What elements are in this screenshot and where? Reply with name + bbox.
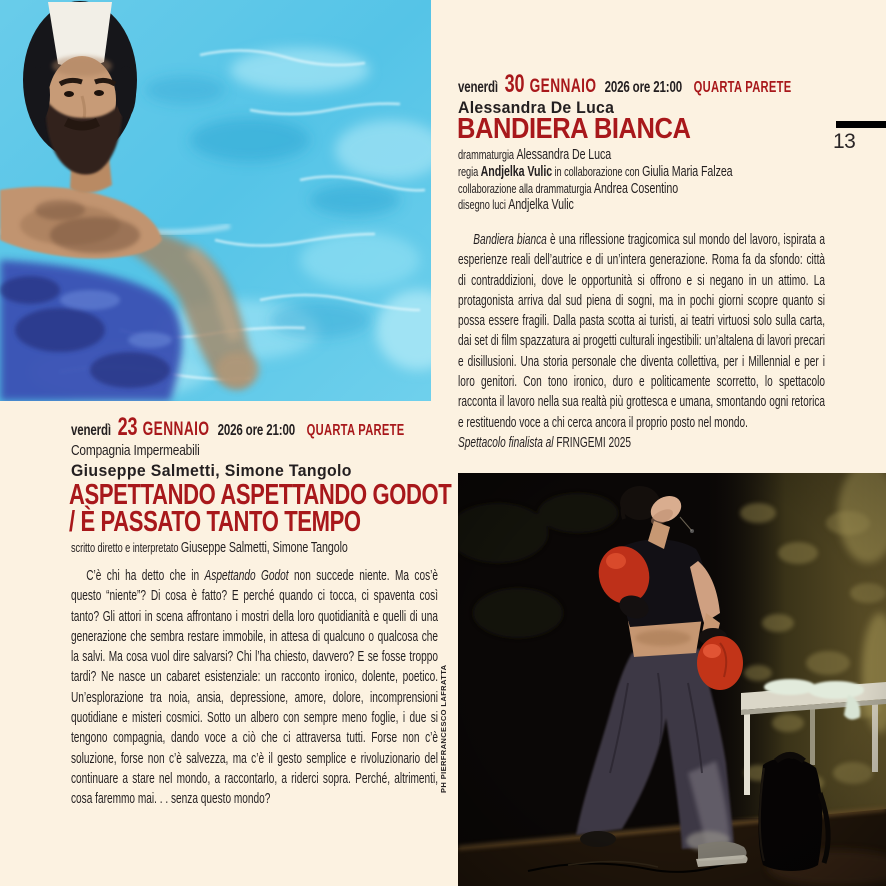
left-show-title-line2: / È PASSATO TANTO TEMPO (69, 506, 361, 538)
weekday: venerdì (458, 79, 498, 96)
performers: Giuseppe Salmetti, Simone Tangolo (71, 461, 352, 480)
description-text: è una riflessione tragicomica sul mondo del lavoro, ispirata a esperienze reali dell’autrice e di un’intera generazione. Roma fa da sfondo: città di contraddizioni, dove le opportunità si offrono e si negano in un attimo. La protagonista arriva dal sud piena di sogni, ma in pochi giorni scopre quanto si possa essere fragili. Dalla pasta scotta ai turisti, ai teatri virtuosi solo sulla carta, dai set di film spazzatura ai progetti culturali ingestibili: un’altalena di lavori precari e disillusioni. Una storia personale che diventa collettiva, per i Millennial e per i loro genitori. Con tono ironico, duro e politicamente scorretto, lo spettacolo racconta il lavoro nella sua realtà più grottesca e umana, smontando ogni retorica e restituendo voce a chi cerca ancora il proprio posto nel mondo. (458, 232, 826, 431)
year-time: 2026 ore 21:00 (604, 79, 682, 96)
description-text: C’è chi ha detto che in (86, 568, 205, 584)
right-show-title: BANDIERA BIANCA (457, 113, 691, 145)
stage-boxer-photo (458, 473, 886, 886)
left-event-dateline (71, 414, 404, 441)
description-text: non succede niente. Ma cos’è questo “niente”? Di cosa è fatto? E perché quando ci tocca, ci spaventa così tanto? Gli attori in scena affrontano i mostri della loro quotidianità e quelli di una generazione che sembra restare immobile, in attesa di qualcuno o qualcosa che la salvi. Ma cosa vuol dire salvarsi? Chi l’ha chiesto, davvero? E se fosse troppo tardi? Ne nasce un cabaret esistenziale: un racconto ironico, dolente, poetico. Un’esplorazione tra noia, ansia, depressione, amore, dolore, incomprensioni quotidiane e misteri cosmici. Sotto un albero con sempre meno foglie, i due si tengono compagnia, dando voce a ciò che ci attraversa tutti. Forse non c’è soluzione, forse non c’è salvezza, ma c’è il gesto semplice e rivoluzionario del continuare a stare nel mondo, a raccontarlo, a riderci sopra. Perché, altrimenti, cosa faremmo mai. . . senza questo mondo? (71, 568, 439, 808)
credit-collaborazione (458, 181, 733, 198)
credit-role: disegno luci (458, 197, 506, 213)
left-show-description (71, 566, 438, 810)
mustache (66, 122, 98, 126)
credit-names: Giuseppe Salmetti, Simone Tangolo (180, 540, 348, 556)
date-month: GENNAIO (142, 419, 210, 440)
page-number: 13 (833, 130, 856, 153)
vignette (458, 473, 886, 886)
venue-label: QUARTA PARETE (693, 79, 792, 96)
eye (64, 91, 74, 97)
credit-name: Alessandra De Luca (516, 147, 612, 163)
credit-role: in collaborazione con (554, 163, 640, 179)
credit-name: Andjelka Vulic (480, 163, 553, 180)
festival-name: FRINGEMI 2025 (556, 434, 632, 451)
description-italic: Bandiera bianca (473, 232, 547, 248)
festival-note (458, 433, 825, 453)
left-show-title-line1: ASPETTANDO ASPETTANDO GODOT (69, 479, 452, 511)
credit-name: Andrea Cosentino (593, 180, 679, 197)
venue-label: QUARTA PARETE (306, 422, 405, 439)
author-name: Alessandra De Luca (458, 98, 615, 117)
company-name: Compagnia Impermeabili (71, 443, 200, 459)
description-italic: Aspettando Godot (204, 568, 289, 584)
year-time: 2026 ore 21:00 (217, 422, 295, 439)
credit-drammaturgia (458, 147, 733, 164)
left-show-credit (71, 540, 348, 557)
credit-disegno-luci (458, 197, 733, 214)
date-number: 23 (117, 413, 138, 441)
date-number: 30 (504, 70, 525, 98)
eye (94, 90, 104, 96)
credit-role: drammaturgia (458, 147, 514, 162)
pool-photo (0, 0, 431, 401)
credit-role: scritto diretto e interpretato (71, 540, 179, 555)
right-show-description (458, 230, 825, 453)
festival-note-italic: Spettacolo finalista al (458, 434, 554, 451)
credit-name: Giulia Maria Falzea (642, 163, 733, 180)
credit-regia (458, 164, 733, 181)
right-event-dateline (458, 71, 791, 98)
weekday: venerdì (71, 422, 111, 439)
date-month: GENNAIO (529, 76, 597, 97)
right-show-credits (458, 147, 839, 214)
credit-name: Andjelka Vulic (508, 197, 574, 214)
credit-role: collaborazione alla drammaturgia (458, 180, 592, 196)
credit-role: regia (458, 163, 479, 179)
photo-credit: PH PIERFRANCESCO LAFRATTA (439, 664, 448, 793)
page-number-bar (836, 121, 886, 128)
